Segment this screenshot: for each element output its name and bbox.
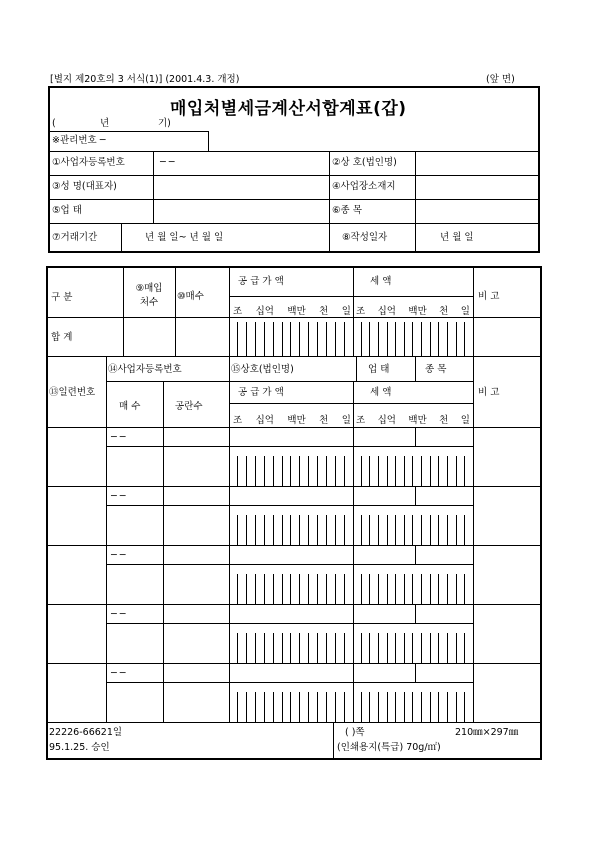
- biz-reg-no-field[interactable]: ─ ─: [160, 157, 175, 168]
- unit-baekman: 백만: [408, 306, 427, 317]
- unit-jo: 조: [233, 415, 243, 426]
- unit-jo: 조: [233, 306, 243, 317]
- row-1-reg-no[interactable]: ─ ─: [111, 432, 126, 443]
- period-term-label: 기): [158, 118, 171, 129]
- form-code: 22226-66621일: [49, 727, 123, 738]
- row-3-tax-ticks[interactable]: [353, 574, 473, 604]
- total-tax-ticks[interactable]: [353, 322, 473, 356]
- row-5-supply-ticks[interactable]: [229, 692, 353, 722]
- detail-supply-header: 공 급 가 액: [238, 387, 284, 398]
- unit-sibeok: 십억: [255, 415, 274, 426]
- unit-sibeok: 십억: [255, 306, 274, 317]
- detail-remark-header: 비 고: [478, 387, 500, 398]
- col-remark: 비 고: [478, 291, 500, 302]
- row-5-tax-ticks[interactable]: [353, 692, 473, 722]
- row-1-tax-ticks[interactable]: [353, 456, 473, 486]
- serial-header: ⑬일련번호: [49, 387, 96, 398]
- business-type-label: ⑤업 태: [52, 205, 82, 216]
- unit-baekman: 백만: [287, 415, 306, 426]
- unit-il: 일: [341, 415, 351, 426]
- col-gubun: 구 분: [51, 292, 73, 303]
- unit-baekman: 백만: [287, 306, 306, 317]
- unit-jo: 조: [356, 306, 366, 317]
- col-sheets: ⑩매수: [177, 291, 204, 302]
- col-supply-amount: 공 급 가 액: [238, 276, 284, 287]
- issue-date-field[interactable]: 년 월 일: [440, 232, 474, 243]
- company-header: ⑮상호(법인명): [231, 364, 294, 375]
- location-label: ④사업장소재지: [332, 181, 396, 192]
- biz-reg-no-label: ①사업자등록번호: [52, 157, 125, 168]
- unit-cheon: 천: [319, 306, 329, 317]
- approval-date: 95.1.25. 승인: [49, 742, 110, 753]
- sheets-header: 매 수: [119, 401, 141, 412]
- row-4-tax-ticks[interactable]: [353, 633, 473, 663]
- supply-units-top: [233, 303, 351, 317]
- year-open: (: [52, 118, 56, 129]
- total-label: 합 계: [51, 332, 73, 343]
- row-1-supply-ticks[interactable]: [229, 456, 353, 486]
- page-side: (앞 면): [486, 74, 515, 85]
- business-header: 업 태: [368, 364, 390, 375]
- row-3-supply-ticks[interactable]: [229, 574, 353, 604]
- year-label: 년: [100, 118, 110, 129]
- detail-tax-header: 세 액: [370, 387, 392, 398]
- issue-date-label: ⑧작성일자: [342, 232, 388, 243]
- unit-baekman: 백만: [408, 415, 427, 426]
- unit-il: 일: [341, 306, 351, 317]
- row-4-supply-ticks[interactable]: [229, 633, 353, 663]
- trade-period-label: ⑦거래기간: [52, 232, 98, 243]
- tax-units-top: [356, 303, 470, 317]
- row-5-reg-no[interactable]: ─ ─: [111, 668, 126, 679]
- row-2-tax-ticks[interactable]: [353, 515, 473, 545]
- supply-units-detail: [233, 412, 351, 426]
- unit-jo: 조: [356, 415, 366, 426]
- total-supply-ticks[interactable]: [229, 322, 353, 356]
- unit-cheon: 천: [439, 415, 449, 426]
- row-3-reg-no[interactable]: ─ ─: [111, 550, 126, 561]
- form-title: 매입처별세금계산서합계표(갑): [170, 99, 407, 119]
- type-header: 종 목: [425, 364, 447, 375]
- col-tax-amount: 세 액: [370, 276, 392, 287]
- representative-label: ③성 명(대표자): [52, 181, 117, 192]
- col-buyers: ⑨매입 처수: [135, 283, 163, 308]
- blank-header: 공란수: [175, 401, 203, 412]
- management-number: ※관리번호 ─: [52, 135, 106, 146]
- paper-size: 210㎜×297㎜: [455, 727, 519, 738]
- trade-period-field[interactable]: 년 월 일~ 년 월 일: [145, 232, 224, 243]
- page-number: ( )쪽: [345, 727, 365, 738]
- form-reference: [별지 제20호의 3 서식(1)] (2001.4.3. 개정): [50, 74, 240, 85]
- trade-name-label: ②상 호(법인명): [332, 157, 397, 168]
- unit-sibeok: 십억: [377, 306, 396, 317]
- unit-cheon: 천: [439, 306, 449, 317]
- paper-spec: (인쇄용지(특급) 70g/㎡): [337, 742, 441, 753]
- unit-il: 일: [460, 415, 470, 426]
- business-item-label: ⑥종 목: [332, 205, 362, 216]
- tax-units-detail: [356, 412, 470, 426]
- unit-cheon: 천: [319, 415, 329, 426]
- unit-il: 일: [460, 306, 470, 317]
- row-4-reg-no[interactable]: ─ ─: [111, 609, 126, 620]
- row-2-supply-ticks[interactable]: [229, 515, 353, 545]
- row-2-reg-no[interactable]: ─ ─: [111, 491, 126, 502]
- reg-no-header: ⑭사업자등록번호: [108, 364, 182, 375]
- unit-sibeok: 십억: [377, 415, 396, 426]
